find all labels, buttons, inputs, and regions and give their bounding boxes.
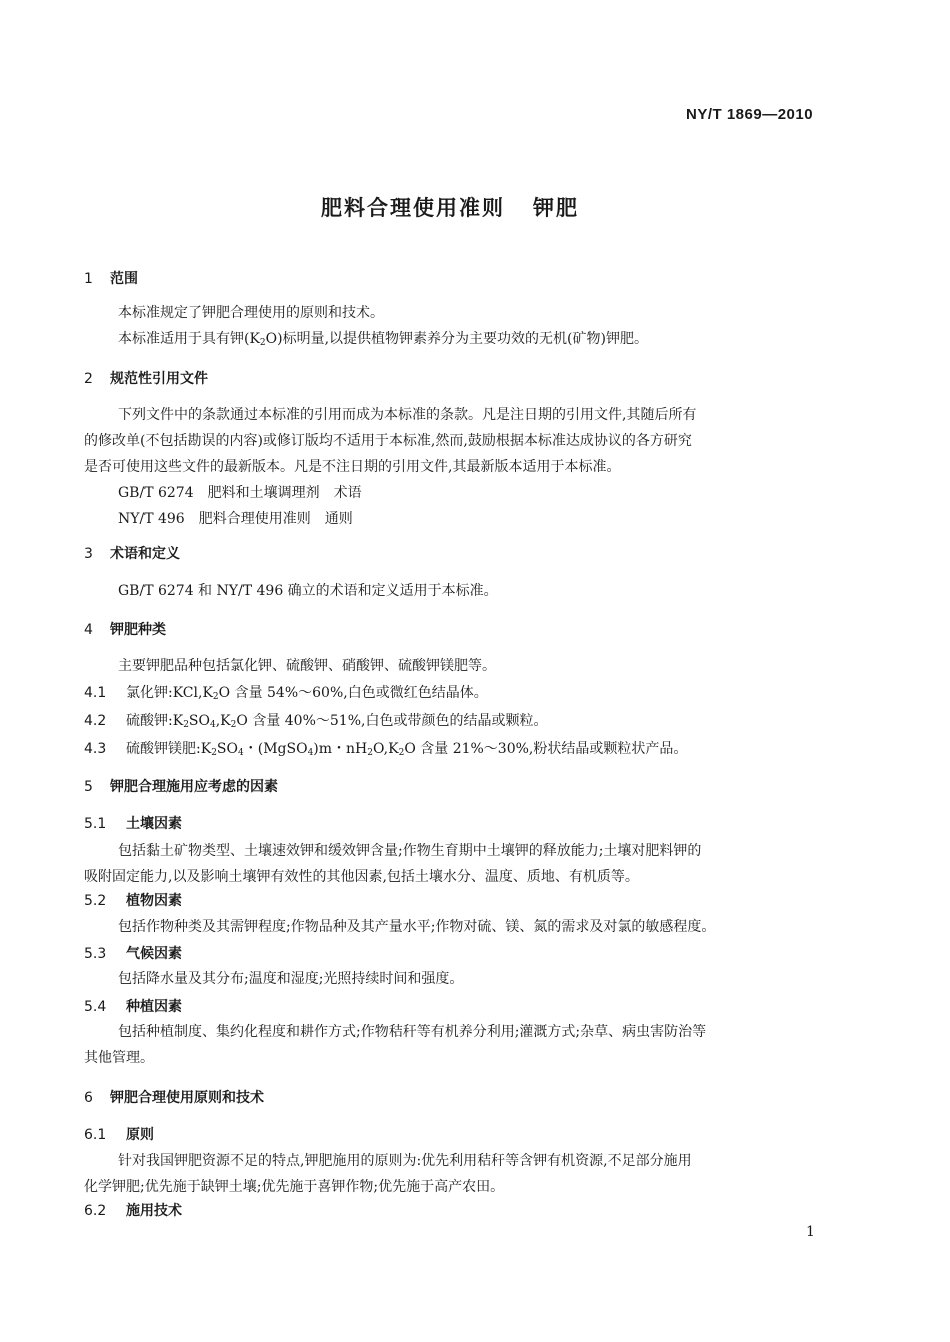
page-title — [0, 192, 900, 222]
subsection-heading-5-3: 5.3 气候因素 — [84, 946, 182, 962]
reference-item: GB/T 6274 肥料和土壤调理剂 术语 — [118, 485, 362, 501]
title-main: 肥料合理使用准则 — [321, 196, 505, 220]
paragraph-line: 其他管理。 — [84, 1050, 154, 1066]
paragraph: 包括种植制度、集约化程度和耕作方式;作物秸秆等有机养分利用;灌溉方式;杂草、病虫害防治等 — [118, 1024, 707, 1040]
paragraph-line: 化学钾肥;优先施于缺钾土壤;优先施于喜钾作物;优先施于高产农田。 — [84, 1179, 505, 1195]
paragraph: 主要钾肥品种包括氯化钾、硫酸钾、硝酸钾、硫酸钾镁肥等。 — [118, 658, 496, 674]
list-item-4-1: 4.1 氯化钾$:KCl,K_2O$ 含量 54%～60%,白色或微红色结晶体。 — [84, 685, 488, 702]
paragraph: 本标准适用于具有钾$(K_2O)$标明量,以提供植物钾素养分为主要功效的无机(矿物)钾肥。 — [118, 331, 648, 348]
paragraph-line: 的修改单(不包括勘误的内容)或修订版均不适用于本标准,然而,鼓励根据本标准达成协议的各方研究 — [84, 433, 692, 449]
paragraph-line: 吸附固定能力,以及影响土壤钾有效性的其他因素,包括土壤水分、温度、质地、有机质等。 — [84, 869, 639, 885]
subsection-heading-6-2: 6.2 施用技术 — [84, 1203, 182, 1219]
section-heading-3: 3 术语和定义 — [84, 546, 180, 562]
paragraph: 下列文件中的条款通过本标准的引用而成为本标准的条款。凡是注日期的引用文件,其随后所有 — [118, 407, 697, 423]
subsection-heading-5-1: 5.1 土壤因素 — [84, 816, 182, 832]
paragraph: 包括降水量及其分布;温度和湿度;光照持续时间和强度。 — [118, 971, 464, 987]
list-item-4-2: 4.2 硫酸钾$:K_2SO_4,K_2O$ 含量 40%～51%,白色或带颜色的结晶或颗粒。 — [84, 713, 548, 730]
standard-code: NY/T 1869—2010 — [686, 106, 814, 123]
section-heading-1: 1 范围 — [84, 271, 138, 287]
paragraph: 针对我国钾肥资源不足的特点,钾肥施用的原则为:优先利用秸秆等含钾有机资源,不足部分施用 — [118, 1153, 692, 1169]
subsection-heading-5-2: 5.2 植物因素 — [84, 893, 182, 909]
list-item-4-3: 4.3 硫酸钾镁肥$:K_2SO_4$・(MgSO$_4$)m・$nH_2O,K_2O$ 含量 21%～30%,粉状结晶或颗粒状产品。 — [84, 741, 688, 758]
paragraph: GB/T 6274 和 NY/T 496 确立的术语和定义适用于本标准。 — [118, 583, 498, 599]
subsection-heading-5-4: 5.4 种植因素 — [84, 999, 182, 1015]
subsection-heading-6-1: 6.1 原则 — [84, 1127, 154, 1143]
paragraph: 包括作物种类及其需钾程度;作物品种及其产量水平;作物对硫、镁、氮的需求及对氯的敏感程度。 — [118, 919, 716, 935]
section-heading-4: 4 钾肥种类 — [84, 622, 166, 638]
paragraph: 本标准规定了钾肥合理使用的原则和技术。 — [118, 305, 384, 321]
paragraph: 包括黏土矿物类型、土壤速效钾和缓效钾含量;作物生育期中土壤钾的释放能力;土壤对肥料钾的 — [118, 843, 702, 859]
page-number: 1 — [806, 1224, 815, 1240]
section-heading-2: 2 规范性引用文件 — [84, 371, 208, 387]
section-heading-6: 6 钾肥合理使用原则和技术 — [84, 1090, 264, 1106]
title-sub: 钾肥 — [533, 196, 579, 220]
paragraph-line: 是否可使用这些文件的最新版本。凡是不注日期的引用文件,其最新版本适用于本标准。 — [84, 459, 621, 475]
section-heading-5: 5 钾肥合理施用应考虑的因素 — [84, 779, 278, 795]
reference-item: NY/T 496 肥料合理使用准则 通则 — [118, 511, 353, 527]
